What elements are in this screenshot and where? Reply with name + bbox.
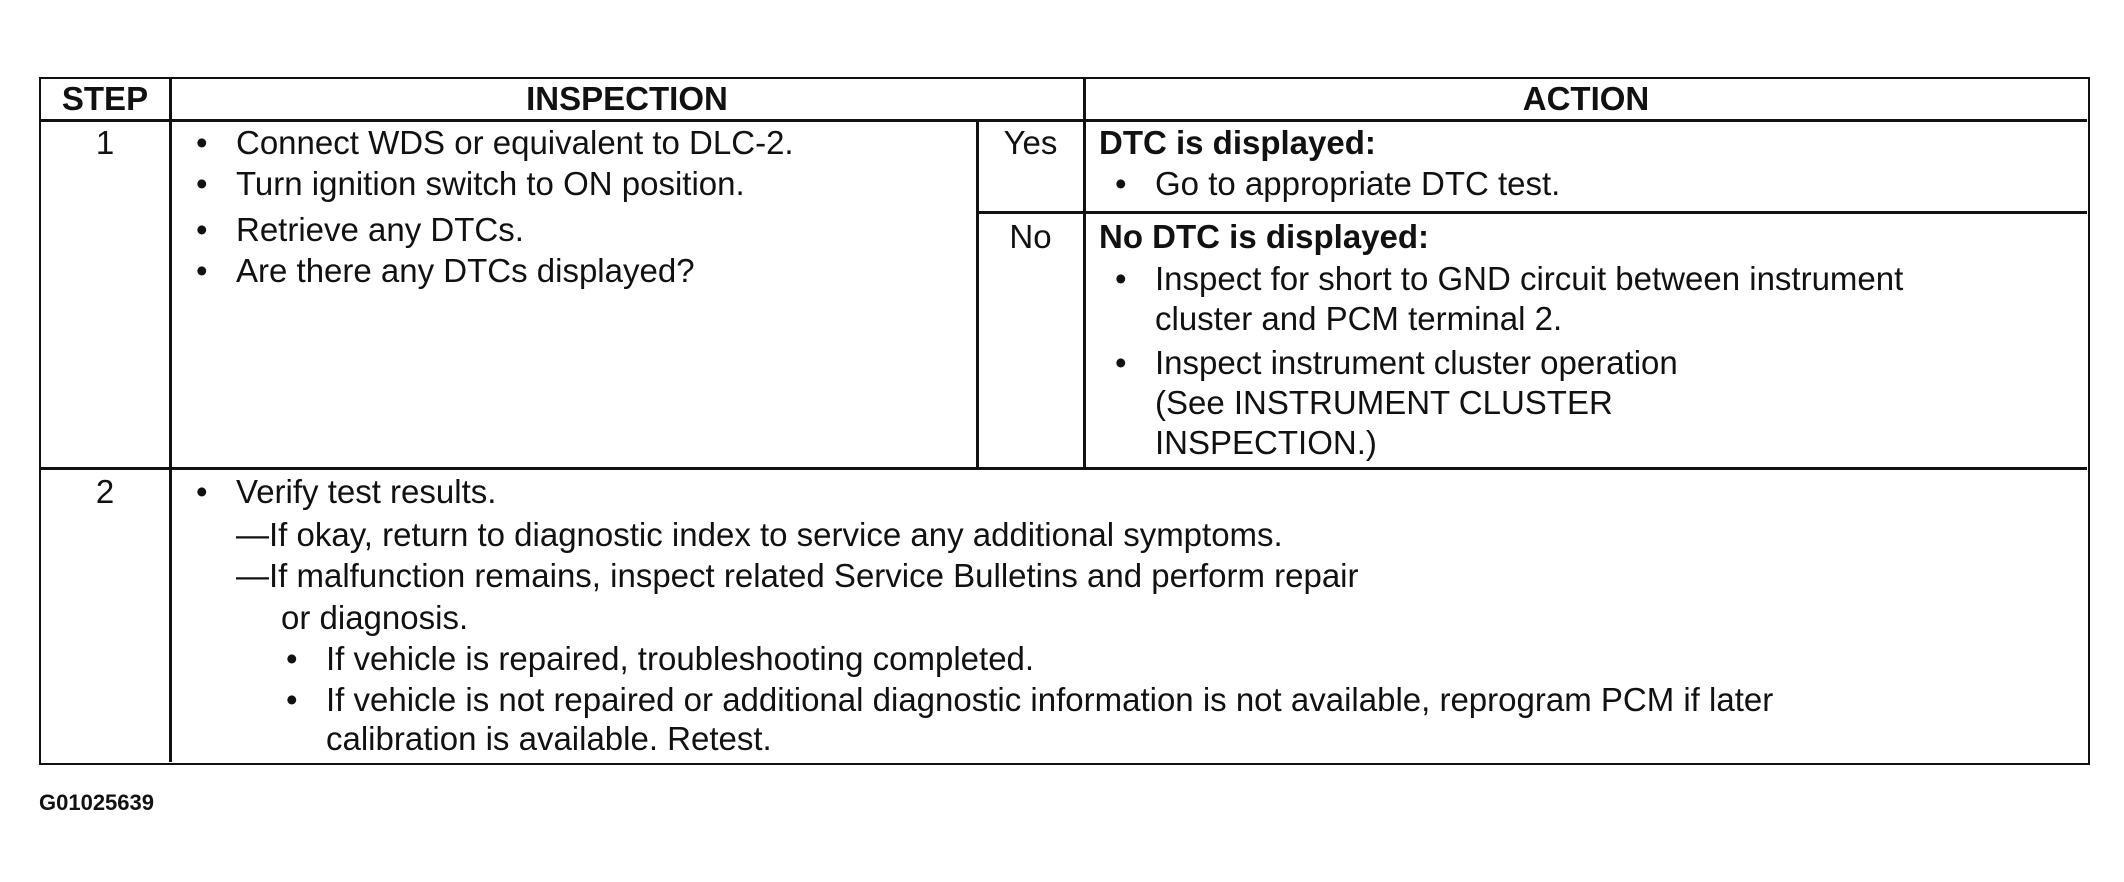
header-divider	[41, 119, 2087, 122]
step-number: 1	[95, 124, 115, 161]
action-item-continuation: (See INSTRUMENT CLUSTER	[1155, 384, 1613, 421]
inspection-subitem-continuation: or diagnosis.	[281, 599, 469, 636]
inspection-subitem: — If okay, return to diagnostic index to service any additional symptoms.	[236, 515, 1283, 555]
inspection-item: • Turn ignition switch to ON position.	[236, 164, 745, 204]
header-inspection: INSPECTION	[526, 80, 728, 117]
step-number: 2	[95, 473, 115, 510]
inspection-item: • Are there any DTCs displayed?	[236, 251, 695, 291]
inspection-subsubitem-continuation: calibration is available. Retest.	[326, 720, 772, 757]
inspection-answer-divider	[976, 119, 979, 469]
action-item-continuation: INSPECTION.)	[1155, 424, 1377, 461]
inspection-subsubitem: • If vehicle is repaired, troubleshooting completed.	[326, 639, 1034, 679]
action-item-continuation: cluster and PCM terminal 2.	[1155, 300, 1563, 337]
inspection-item: • Verify test results.	[236, 472, 496, 512]
inspection-subitem: — If malfunction remains, inspect related Service Bulletins and perform repair	[236, 556, 1359, 596]
inspection-subsubitem: • If vehicle is not repaired or additional diagnostic information is not available, reprogram PCM if later	[326, 680, 1773, 720]
header-step: STEP	[61, 80, 149, 117]
action-column-divider	[1083, 79, 1086, 469]
row-divider	[41, 467, 2087, 470]
action-item: • Go to appropriate DTC test.	[1155, 164, 1560, 204]
header-action: ACTION	[1522, 80, 1650, 117]
answer-no: No	[1009, 218, 1052, 255]
figure-code: G01025639	[39, 790, 154, 815]
step-column-divider	[169, 79, 172, 762]
action-heading-yes: DTC is displayed:	[1099, 124, 1376, 161]
diagnostic-table	[39, 77, 2090, 765]
action-heading-no: No DTC is displayed:	[1099, 218, 1430, 255]
action-item: • Inspect instrument cluster operation	[1155, 343, 1678, 383]
action-item: • Inspect for short to GND circuit between instrument	[1155, 259, 1903, 299]
row1-yes-no-divider	[976, 211, 2087, 214]
answer-yes: Yes	[1003, 124, 1058, 161]
inspection-item: • Retrieve any DTCs.	[236, 210, 524, 250]
inspection-item: • Connect WDS or equivalent to DLC-2.	[236, 123, 794, 163]
